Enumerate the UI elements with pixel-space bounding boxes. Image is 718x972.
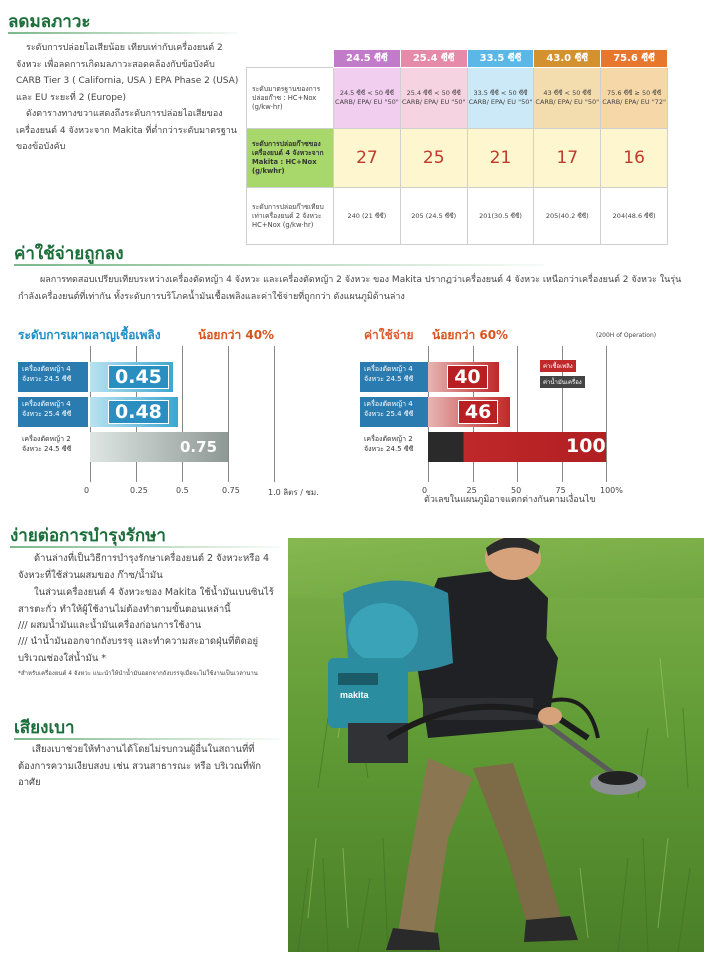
category-label: เครื่องตัดหญ้า 4 จังหวะ 24.5 ซีซี	[18, 362, 88, 392]
table-corner	[247, 50, 334, 68]
header-cell-43cc: 43.0 ซีซี	[534, 50, 601, 68]
maintenance-paragraph-1: ด้านล่างที่เป็นวิธีการบำรุงรักษาเครื่องยนต์ 2 จังหวะหรือ 4 จังหวะที่ใช้ส่วนผสมของ ก๊าซ/น้ำมัน	[18, 553, 270, 581]
makita-value-cell: 16	[601, 129, 668, 188]
x-tick-label: 100%	[600, 486, 623, 495]
maintenance-step-2: /// นำน้ำมันออกจากถังบรรจุ และทำความสะอาดฝุ่นที่ติดอยู่บริเวณช่องใส่น้ำมัน *	[18, 636, 259, 664]
legend-item: ค่าน้ำมันเครื่อง	[540, 376, 585, 388]
two-stroke-cell: 201(30.5 ซีซี)	[467, 188, 534, 245]
header-cell-24-5cc: 24.5 ซีซี	[334, 50, 401, 68]
standard-row-label: ระดับมาตรฐานของการปล่อยก๊าซ : HC+Nox (g/kw·hr)	[247, 68, 334, 129]
value-label: 0.75	[180, 438, 218, 456]
x-tick-label: 1.0 ลิตร / ชม.	[268, 488, 319, 497]
x-tick-label: 0.75	[222, 486, 240, 495]
engine-vent	[338, 673, 378, 685]
backpack-tank	[348, 603, 418, 663]
chart-title: ค่าใช้จ่าย	[364, 328, 414, 342]
x-tick-label: 50	[511, 486, 522, 495]
x-tick-label: 0.25	[130, 486, 148, 495]
category-label: เครื่องตัดหญ้า 4 จังหวะ 25.4 ซีซี	[360, 397, 428, 427]
two-stroke-row-label: ระดับการปล่อยก๊าซเทียบเท่าเครื่องยนต์ 2 จังหวะ HC+Nox (g/kw·hr)	[247, 188, 334, 245]
section-divider	[14, 264, 544, 266]
pollution-paragraph-2: ดังตารางทางขวาแสดงถึงระดับการปล่อยไอเสียของเครื่องยนต์ 4 จังหวะจาก Makita ที่ต่ำกว่าระดับมาตรฐานของข้อบังคับ	[16, 109, 237, 152]
fuel-consumption-chart	[18, 322, 338, 502]
grid-line	[606, 346, 607, 482]
value-label: 100	[566, 435, 606, 457]
makita-value-cell: 25	[400, 129, 467, 188]
two-stroke-cell: 205 (24.5 ซีซี)	[400, 188, 467, 245]
category-label: เครื่องตัดหญ้า 2 จังหวะ 24.5 ซีซี	[364, 435, 414, 453]
operator-photo	[288, 538, 704, 952]
value-label: 0.45	[108, 365, 169, 389]
makita-value-cell: 21	[467, 129, 534, 188]
category-label: เครื่องตัดหญ้า 2 จังหวะ 24.5 ซีซี	[22, 435, 72, 453]
chart-caption: ตัวเลขในแผนภูมิอาจแตกต่างกันตามเงื่อนไข	[424, 495, 596, 505]
two-stroke-cell: 205(40.2 ซีซี)	[534, 188, 601, 245]
section-title-pollution: ลดมลภาวะ	[8, 12, 91, 32]
grass-trimmer-illustration	[288, 538, 704, 952]
right-boot	[524, 916, 578, 942]
section-title-maintenance: ง่ายต่อการบำรุงรักษา	[10, 526, 166, 546]
value-label: 46	[458, 400, 498, 424]
chart-annotation: น้อยกว่า 40%	[198, 328, 275, 342]
standard-row	[247, 68, 668, 129]
header-cell-25-4cc: 25.4 ซีซี	[400, 50, 467, 68]
grid-line	[228, 346, 229, 482]
makita-value-cell: 17	[534, 129, 601, 188]
grid-line	[274, 346, 275, 482]
section-divider	[8, 32, 238, 34]
x-tick-label: 75	[555, 486, 566, 495]
legend-item: ค่าเชื้อเพลิง	[540, 360, 576, 372]
value-label: 0.48	[108, 400, 169, 424]
maintenance-note: *สำหรับเครื่องยนต์ 4 จังหวะ แนะนำให้นำน้ำมันออกจากถังบรรจุเมื่อจะไม่ใช้งานเป็นเวลานาน	[18, 670, 258, 677]
standard-cell: 24.5 ซีซี < 50 ซีซี CARB/ EPA/ EU "50"	[334, 68, 401, 129]
section-divider	[10, 546, 280, 548]
section-title-cost: ค่าใช้จ่ายถูกลง	[14, 244, 124, 264]
section-title-quiet: เสียงเบา	[14, 718, 75, 738]
standard-cell: 33.5 ซีซี < 50 ซีซี CARB/ EPA/ EU "50"	[467, 68, 534, 129]
standard-cell: 43 ซีซี < 50 ซีซี CARB/ EPA/ EU "50"	[534, 68, 601, 129]
emission-header-row	[247, 50, 668, 68]
chart-note: (200H of Operation)	[596, 332, 657, 339]
category-label: เครื่องตัดหญ้า 4 จังหวะ 25.4 ซีซี	[18, 397, 88, 427]
maintenance-paragraph-2: ในส่วนเครื่องยนต์ 4 จังหวะของ Makita ใช้น้ำมันเบนซินไร้สารตะกั่ว ทำให้ผู้ใช้งานไม่ต้องทำตามขั้นตอนเหล่านี้	[18, 587, 274, 615]
quiet-paragraph: เสียงเบาช่วยให้ทำงานได้โดยไม่รบกวนผู้อื่นในสถานที่ที่ต้องการความเงียบสงบ เช่น สวนสาธารณะ หรือ บริเวณที่พักอาศัย	[18, 744, 261, 788]
two-stroke-row	[247, 188, 668, 245]
x-tick-label: 0	[84, 486, 90, 495]
cost-paragraph: ผลการทดสอบเปรียบเทียบระหว่างเครื่องตัดหญ้า 4 จังหวะ และเครื่องตัดหญ้า 2 จังหวะ ของ Makita ปรากฏว่าเครื่องยนต์ 4 จังหวะ เหนือกว่าเครื่องยนต์ 2 จังหวะ ในรุ่นกำลังเครื่องยนต์ที่เท่ากัน ทั้งระดับการบริโภคน้ำมันเชื้อเพลิงและค่าใช้จ่ายที่ถูกกว่า ดังแผนภูมิด้านล่าง	[18, 275, 682, 302]
header-cell-33-5cc: 33.5 ซีซี	[467, 50, 534, 68]
cost-chart	[360, 322, 700, 510]
value-label: 40	[447, 365, 487, 389]
standard-cell: 25.4 ซีซี < 50 ซีซี CARB/ EPA/ EU "50"	[400, 68, 467, 129]
brand-text: makita	[340, 690, 369, 700]
makita-value-cell: 27	[334, 129, 401, 188]
pollution-paragraph-1: ระดับการปล่อยไอเสียน้อย เทียบเท่ากับเครื่องยนต์ 2 จังหวะ เพื่อลดการเกิดมลภาวะสอดคล้องกับข้อบังคับ CARB Tier 3 ( California, USA ) EPA Phase 2 (USA) และ EU ระยะที่ 2 (Europe)	[16, 43, 239, 103]
chart-title: ระดับการเผาผลาญเชื้อเพลิง	[18, 328, 161, 342]
makita-row	[247, 129, 668, 188]
makita-row-label: ระดับการปล่อยก๊าซของเครื่องยนต์ 4 จังหวะจาก Makita : HC+Nox (g/kwhr)	[247, 129, 334, 188]
x-tick-label: 0	[422, 486, 428, 495]
section-divider	[14, 738, 280, 740]
category-label: เครื่องตัดหญ้า 4 จังหวะ 24.5 ซีซี	[360, 362, 428, 392]
right-hand	[538, 707, 562, 725]
standard-cell: 75.6 ซีซี ≥ 50 ซีซี CARB/ EPA/ EU "72"	[601, 68, 668, 129]
header-cell-75-6cc: 75.6 ซีซี	[601, 50, 668, 68]
two-stroke-cell: 204(48.6 ซีซี)	[601, 188, 668, 245]
trimmer-guard	[598, 771, 638, 785]
chart-annotation: น้อยกว่า 60%	[432, 328, 509, 342]
x-tick-label: 0.5	[176, 486, 189, 495]
emission-table	[246, 49, 668, 245]
two-stroke-cell: 240 (21 ซีซี)	[334, 188, 401, 245]
x-tick-label: 25	[466, 486, 477, 495]
maintenance-step-1: /// ผสมน้ำมันและน้ำมันเครื่องก่อนการใช้งาน	[18, 620, 202, 631]
